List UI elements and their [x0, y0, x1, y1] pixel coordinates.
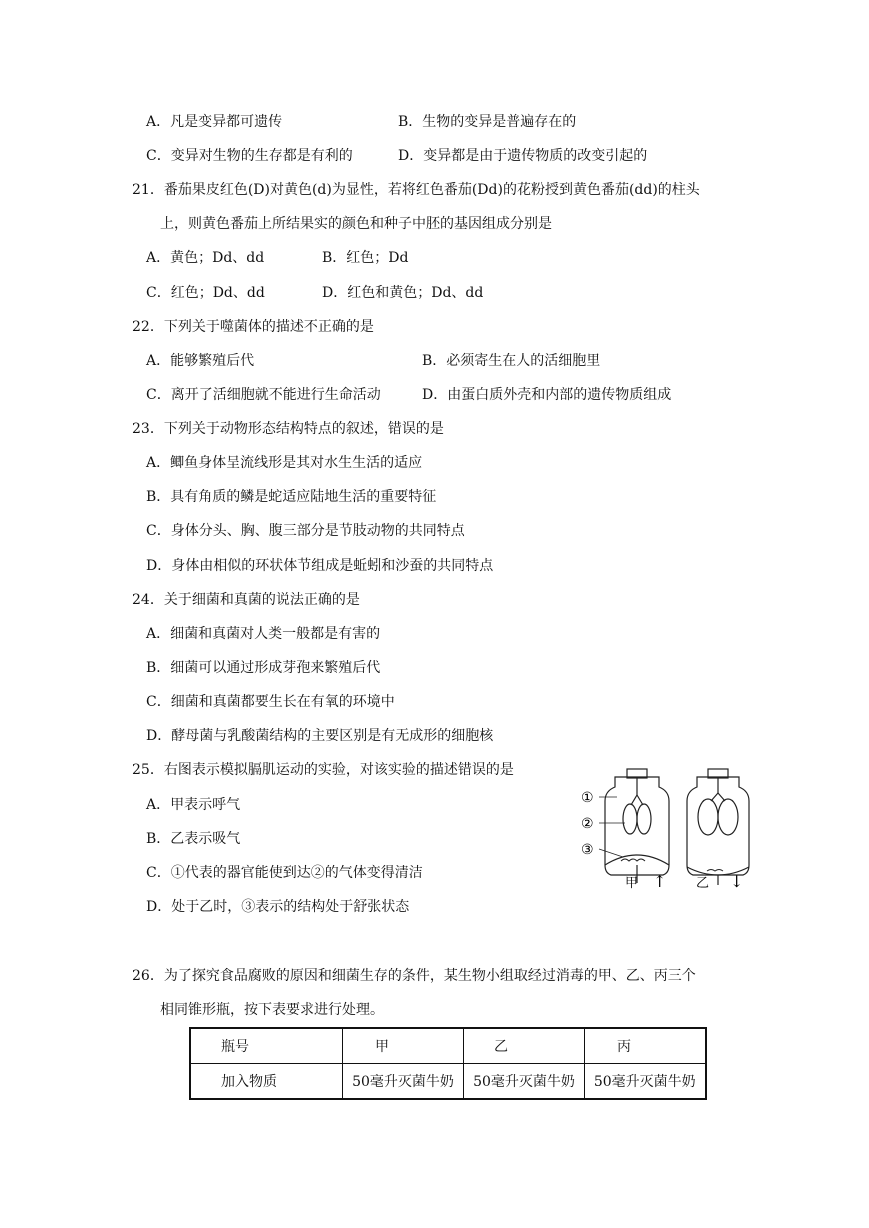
option-c: C．变异对生物的生存都是有利的: [146, 148, 353, 164]
option-d: D．处于乙时，③表示的结构处于舒张状态: [146, 899, 410, 915]
table-header-cell: 乙: [464, 1028, 585, 1064]
figure-label-jia: 甲: [625, 876, 639, 890]
question-stem-continued: 相同锥形瓶，按下表要求进行处理。: [160, 1002, 384, 1018]
option-c: C．细菌和真菌都要生长在有氧的环境中: [146, 694, 395, 710]
option-a: A．甲表示呼气: [146, 797, 241, 813]
figure-label-yi: 乙: [696, 876, 710, 890]
table-cell: 加入物质: [190, 1064, 343, 1100]
option-b: B．必须寄生在人的活细胞里: [422, 353, 601, 369]
option-b: B．乙表示吸气: [146, 831, 241, 847]
option-c: C．离开了活细胞就不能进行生命活动: [146, 387, 381, 403]
arrow-up-icon: ↑: [653, 872, 667, 890]
option-b: B．具有角质的鳞是蛇适应陆地生活的重要特征: [146, 489, 437, 505]
option-a: A．凡是变异都可遗传: [146, 114, 283, 130]
option-d: D．变异都是由于遗传物质的改变引起的: [398, 148, 648, 164]
option-c: C．红色；Dd、dd: [146, 285, 265, 301]
option-b: B．细菌可以通过形成芽孢来繁殖后代: [146, 660, 381, 676]
table-cell: 50毫升灭菌牛奶: [585, 1064, 706, 1100]
question-stem: 22．下列关于噬菌体的描述不正确的是: [132, 319, 374, 335]
table-header-cell: 丙: [585, 1028, 706, 1064]
question-stem: 26．为了探究食品腐败的原因和细菌生存的条件，某生物小组取经过消毒的甲、乙、丙三个: [132, 968, 696, 984]
question-stem: 23．下列关于动物形态结构特点的叙述，错误的是: [132, 421, 444, 437]
question-stem-continued: 上，则黄色番茄上所结果实的颜色和种子中胚的基因组成分别是: [160, 216, 552, 232]
option-b: B．生物的变异是普遍存在的: [398, 114, 577, 130]
table-cell: 50毫升灭菌牛奶: [464, 1064, 585, 1100]
option-d: D．身体由相似的环状体节组成是蚯蚓和沙蚕的共同特点: [146, 558, 494, 574]
table-cell: 50毫升灭菌牛奶: [343, 1064, 464, 1100]
figure-label-1: ①: [581, 790, 594, 806]
option-b: B．红色；Dd: [322, 250, 409, 266]
option-c: C．①代表的器官能使到达②的气体变得清洁: [146, 865, 423, 881]
option-d: D．酵母菌与乳酸菌结构的主要区别是有无成形的细胞核: [146, 728, 494, 744]
figure-label-3: ③: [581, 842, 594, 858]
option-c: C．身体分头、胸、腹三部分是节肢动物的共同特点: [146, 523, 465, 539]
arrow-down-icon: ↓: [730, 872, 744, 890]
diaphragm-model-figure: [575, 765, 750, 890]
experiment-table: [189, 1027, 707, 1100]
option-d: D．由蛋白质外壳和内部的遗传物质组成: [422, 387, 672, 403]
table-header-cell: 瓶号: [190, 1028, 343, 1064]
question-stem: 24．关于细菌和真菌的说法正确的是: [132, 592, 360, 608]
option-a: A．细菌和真菌对人类一般都是有害的: [146, 626, 381, 642]
option-a: A．能够繁殖后代: [146, 353, 255, 369]
option-a: A．鲫鱼身体呈流线形是其对水生生活的适应: [146, 455, 423, 471]
table-row: [190, 1064, 706, 1100]
option-d: D．红色和黄色；Dd、dd: [322, 285, 484, 301]
question-stem: 21．番茄果皮红色(D)对黄色(d)为显性，若将红色番茄(Dd)的花粉授到黄色番茄(dd)的柱头: [132, 182, 700, 198]
table-row: [190, 1028, 706, 1064]
option-a: A．黄色；Dd、dd: [146, 250, 265, 266]
question-stem: 25．右图表示模拟膈肌运动的实验，对该实验的描述错误的是: [132, 762, 514, 778]
table-header-cell: 甲: [343, 1028, 464, 1064]
figure-label-2: ②: [581, 816, 594, 832]
